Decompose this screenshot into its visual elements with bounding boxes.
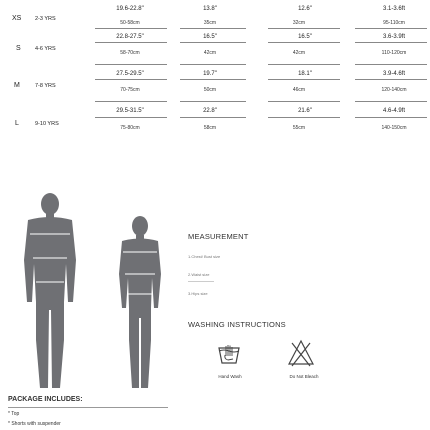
row-divider — [180, 64, 246, 65]
height-ft: 3.6-3.9ft — [382, 34, 405, 40]
row-divider — [355, 42, 427, 43]
row-divider — [180, 117, 246, 118]
measurement-item-chest: 1.Chest/ Bust size — [188, 254, 221, 259]
waist-cm: 46cm — [292, 87, 306, 93]
length-inch: 29.5-31.5" — [116, 108, 144, 114]
row-divider — [95, 28, 167, 29]
waist-divider — [188, 281, 214, 282]
length-inch: 19.6-22.8" — [116, 6, 144, 12]
adult-figure — [24, 193, 76, 388]
row-divider — [268, 42, 340, 43]
size-row-l — [0, 108, 430, 142]
measurement-item-hips: 3.Hips size — [188, 291, 208, 296]
row-divider — [268, 101, 340, 102]
waist-inch: 16.5" — [298, 34, 312, 40]
row-divider — [95, 117, 167, 118]
size-label: L — [15, 120, 19, 127]
row-divider — [95, 79, 167, 80]
row-divider — [268, 64, 340, 65]
row-divider — [355, 28, 427, 29]
row-divider — [180, 79, 246, 80]
age-range: 4-6 YRS — [35, 46, 56, 52]
height-cm: 95-110cm — [383, 20, 405, 26]
bust-cm: 58cm — [203, 125, 217, 131]
row-divider — [355, 64, 427, 65]
row-divider — [180, 28, 246, 29]
length-cm: 50-58cm — [120, 20, 140, 26]
bust-inch: 16.5" — [203, 34, 217, 40]
measurement-figures — [0, 190, 180, 390]
height-cm: 140-150cm — [381, 125, 407, 131]
row-divider — [268, 117, 340, 118]
length-cm: 70-75cm — [120, 87, 140, 93]
row-divider — [355, 101, 427, 102]
size-label: S — [16, 45, 21, 52]
washing-title: WASHING INSTRUCTIONS — [188, 320, 286, 329]
package-title: PACKAGE INCLUDES: — [8, 396, 83, 403]
hand-wash-label: Hand Wash — [218, 374, 242, 379]
size-label: M — [14, 82, 20, 89]
age-range: 9-10 YRS — [35, 121, 59, 127]
row-divider — [355, 117, 427, 118]
waist-cm: 55cm — [292, 125, 306, 131]
package-item-top: * Top — [8, 411, 20, 417]
hand-wash-icon — [216, 342, 242, 368]
height-cm: 120-140cm — [381, 87, 407, 93]
height-ft: 3.1-3.6ft — [382, 6, 405, 12]
do-not-bleach-icon — [286, 338, 316, 368]
waist-inch: 21.6" — [298, 108, 312, 114]
row-divider — [180, 101, 246, 102]
waist-cm: 42cm — [292, 50, 306, 56]
length-inch: 27.5-29.5" — [116, 71, 144, 77]
height-ft: 4.6-4.9ft — [382, 108, 405, 114]
bust-inch: 19.7" — [203, 71, 217, 77]
row-divider — [95, 64, 167, 65]
package-item-shorts: * Shorts with suspender — [8, 421, 61, 427]
size-row-m — [0, 71, 430, 105]
size-row-xs — [0, 4, 430, 38]
row-divider — [355, 79, 427, 80]
measurement-item-waist: 2.Waist size — [188, 272, 210, 277]
child-figure — [119, 216, 161, 388]
height-cm: 110-120cm — [381, 50, 407, 56]
waist-cm: 32cm — [292, 20, 306, 26]
size-label: XS — [12, 15, 22, 22]
bust-cm: 35cm — [203, 20, 217, 26]
row-divider — [180, 42, 246, 43]
row-divider — [268, 79, 340, 80]
bust-inch: 22.8" — [203, 108, 217, 114]
bust-cm: 42cm — [203, 50, 217, 56]
bust-cm: 50cm — [203, 87, 217, 93]
row-divider — [268, 28, 340, 29]
height-ft: 3.9-4.6ft — [382, 71, 405, 77]
bust-inch: 13.8" — [203, 6, 217, 12]
package-divider — [8, 407, 168, 408]
size-row-s — [0, 34, 430, 68]
waist-inch: 18.1" — [298, 71, 312, 77]
age-range: 7-8 YRS — [35, 83, 56, 89]
length-cm: 58-70cm — [120, 50, 140, 56]
age-range: 2-3 YRS — [35, 16, 56, 22]
waist-inch: 12.6" — [298, 6, 312, 12]
length-inch: 22.8-27.5" — [116, 34, 144, 40]
no-bleach-label: Do Not Bleach — [289, 374, 319, 379]
row-divider — [95, 42, 167, 43]
row-divider — [95, 101, 167, 102]
measurement-title: MEASUREMENT — [188, 232, 249, 241]
length-cm: 75-80cm — [120, 125, 140, 131]
